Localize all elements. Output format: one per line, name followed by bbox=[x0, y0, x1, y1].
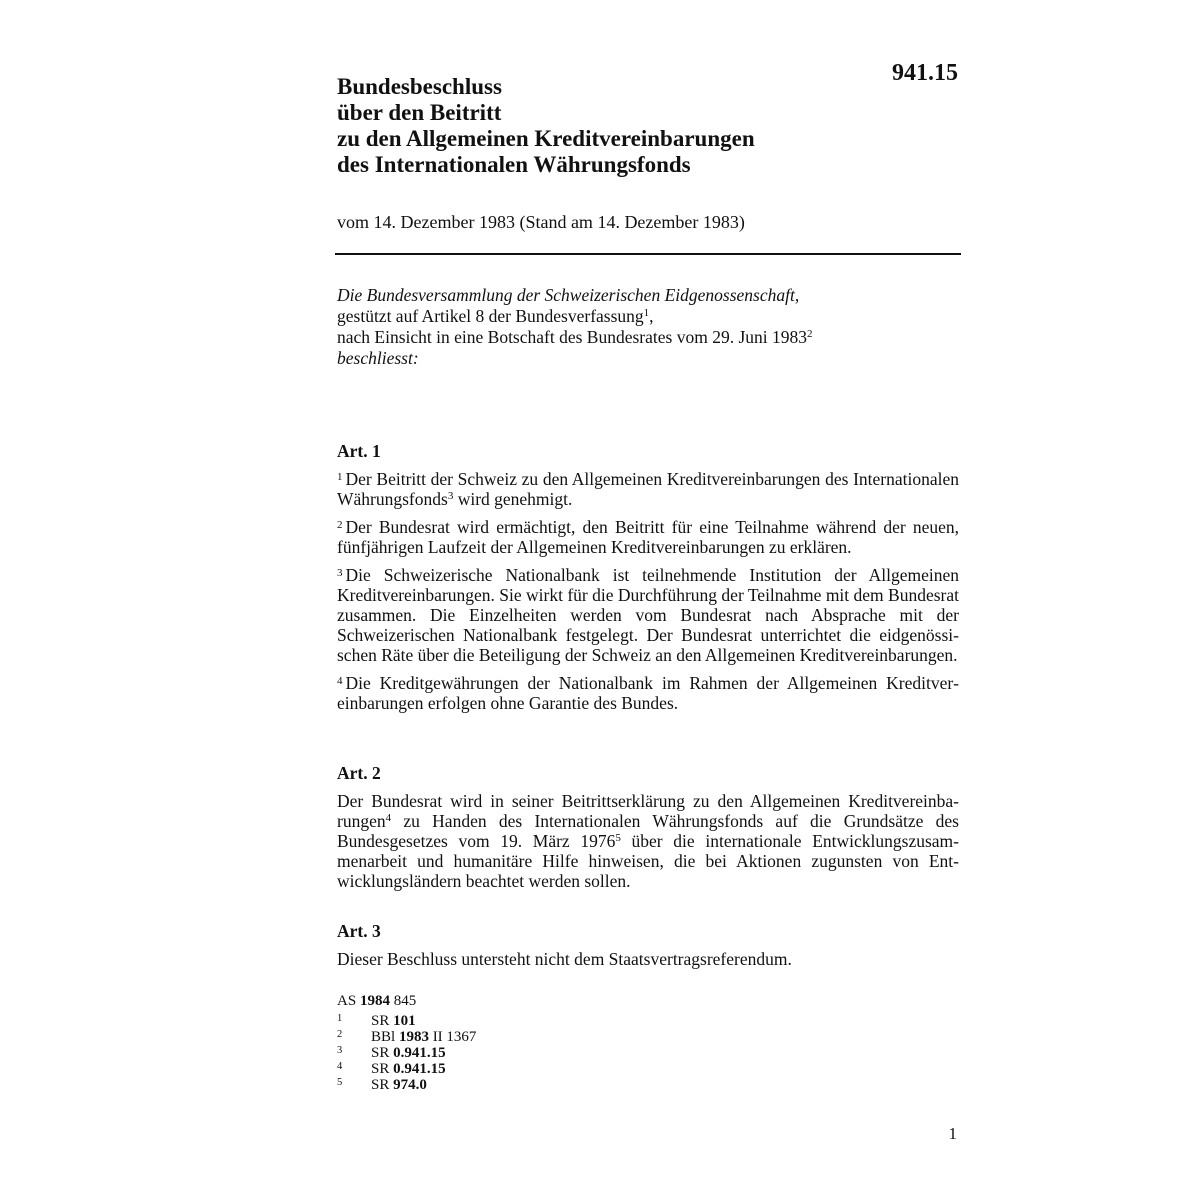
footnote-bold: 974.0 bbox=[393, 1077, 427, 1093]
footnote-bold: 0.941.15 bbox=[393, 1061, 446, 1077]
paragraph-number: 2 bbox=[337, 519, 343, 531]
paragraph-number: 4 bbox=[337, 675, 343, 687]
footnote-ref[interactable]: 3 bbox=[447, 490, 454, 502]
date-line: vom 14. Dezember 1983 (Stand am 14. Dezember 1983) bbox=[337, 212, 745, 232]
header-divider bbox=[335, 253, 961, 255]
article-1 bbox=[337, 441, 959, 721]
footnote-ref[interactable]: 1 bbox=[643, 307, 650, 319]
title-line: des Internationalen Währungsfonds bbox=[337, 152, 691, 177]
paragraph-number: 3 bbox=[337, 567, 343, 579]
footnote-item bbox=[337, 1029, 737, 1045]
title-line: Bundesbeschluss bbox=[337, 74, 502, 99]
article-heading: Art. 1 bbox=[337, 441, 381, 461]
sr-number: 941.15 bbox=[892, 60, 958, 86]
footnote-number: 4 bbox=[337, 1061, 343, 1072]
title-line: über den Beitritt bbox=[337, 100, 502, 125]
paragraph-text: Der Beitritt der Schweiz zu den Allgemeinen Kreditvereinbarungen des Internationalen Währungsfonds bbox=[337, 469, 959, 509]
preamble bbox=[337, 285, 959, 369]
paragraph-number: 1 bbox=[337, 471, 343, 483]
paragraph-text: Die Schweizerische Nationalbank ist teilnehmende Institution der Allgemeinen Kreditvereinbarungen. Sie wirkt für die Durchführung der Teilnahme mit dem Bundesrat zusammen. Die Einzelheiten werden vom Bundesrat nach Absprache mit der Schweizerischen Nationalbank festgelegt. Der Bundesrat unterrichtet die eidgenössischen Räte über die Beteiligung der Schweiz an den Allgemeinen Kreditvereinbarungen. bbox=[337, 565, 959, 665]
footnote-bold: 1983 bbox=[398, 1029, 429, 1045]
article-heading: Art. 3 bbox=[337, 921, 381, 941]
paragraph-text: Der Bundesrat wird in seiner Beitrittserklärung zu den Allgemeinen Kreditvereinbarungen bbox=[337, 791, 959, 831]
preamble-basis bbox=[337, 306, 959, 327]
preamble-decision: beschliesst: bbox=[337, 348, 419, 368]
footnote-prefix: SR bbox=[371, 1061, 390, 1077]
footnote-item bbox=[337, 1077, 737, 1093]
footnote-item bbox=[337, 1045, 737, 1061]
footnote-bold: 0.941.15 bbox=[393, 1045, 446, 1061]
article-paragraph bbox=[337, 791, 959, 891]
paragraph-text: Die Kreditgewährungen der Nationalbank im Rahmen der Allgemeinen Kreditvereinbarungen erfolgen ohne Garantie des Bundes. bbox=[337, 673, 959, 713]
footnote-prefix: BBl bbox=[371, 1029, 396, 1045]
as-page: 845 bbox=[393, 993, 417, 1009]
preamble-basis-text: gestützt auf Artikel 8 der Bundesverfassung bbox=[337, 306, 644, 326]
footnote-item bbox=[337, 1061, 737, 1077]
paragraph-text: Der Bundesrat wird ermächtigt, den Beitritt für eine Teilnahme während der neuen, fünfjährigen Laufzeit der Allgemeinen Kreditvereinbarungen zu erklären. bbox=[337, 517, 959, 557]
footnote-prefix: SR bbox=[371, 1045, 390, 1061]
article-heading: Art. 2 bbox=[337, 763, 381, 783]
preamble-basis-tail: , bbox=[649, 306, 654, 326]
footnote-item bbox=[337, 1013, 737, 1029]
article-paragraph bbox=[337, 565, 959, 665]
footnote-number: 1 bbox=[337, 1013, 343, 1024]
footnote-ref[interactable]: 2 bbox=[807, 328, 813, 340]
article-3 bbox=[337, 921, 959, 977]
preamble-message bbox=[337, 327, 959, 348]
footnote-number: 3 bbox=[337, 1045, 343, 1056]
footnote-prefix: SR bbox=[371, 1013, 390, 1029]
as-prefix: AS bbox=[337, 993, 357, 1009]
footnote-ref[interactable]: 5 bbox=[615, 832, 621, 844]
footnote-number: 5 bbox=[337, 1077, 343, 1088]
paragraph-text: über die internationale Entwicklungszusammenarbeit und humanitäre Hilfe hinweisen, die bei Aktionen zugunsten von Entwicklungsländern beachtet werden sollen. bbox=[337, 831, 959, 891]
page-number: 1 bbox=[948, 1124, 957, 1143]
footnotes bbox=[337, 993, 737, 1093]
footnote-ref[interactable]: 4 bbox=[385, 812, 392, 824]
article-paragraph bbox=[337, 469, 959, 509]
article-paragraph: Dieser Beschluss untersteht nicht dem Staatsvertragsreferendum. bbox=[337, 949, 792, 969]
preamble-message-text: nach Einsicht in eine Botschaft des Bundesrates vom 29. Juni 1983 bbox=[337, 327, 807, 347]
article-paragraph bbox=[337, 517, 959, 557]
paragraph-text: zu Handen des Internationalen Währungsfonds auf die Grundsätze des Bundesgesetzes vom 19. März 1976 bbox=[337, 811, 959, 851]
paragraph-text: wird genehmigt. bbox=[453, 489, 573, 509]
article-paragraph bbox=[337, 673, 959, 713]
preamble-body: Die Bundesversammlung der Schweizerischen Eidgenossenschaft, bbox=[337, 285, 800, 305]
title-line: zu den Allgemeinen Kreditvereinbarungen bbox=[337, 126, 755, 151]
footnote-number: 2 bbox=[337, 1029, 343, 1040]
document-title bbox=[337, 74, 957, 178]
footnote-rest: II 1367 bbox=[432, 1029, 477, 1045]
article-2 bbox=[337, 763, 959, 899]
footnote-bold: 101 bbox=[393, 1013, 416, 1029]
as-year: 1984 bbox=[359, 993, 390, 1009]
as-reference bbox=[337, 993, 737, 1009]
footnote-prefix: SR bbox=[371, 1077, 390, 1093]
